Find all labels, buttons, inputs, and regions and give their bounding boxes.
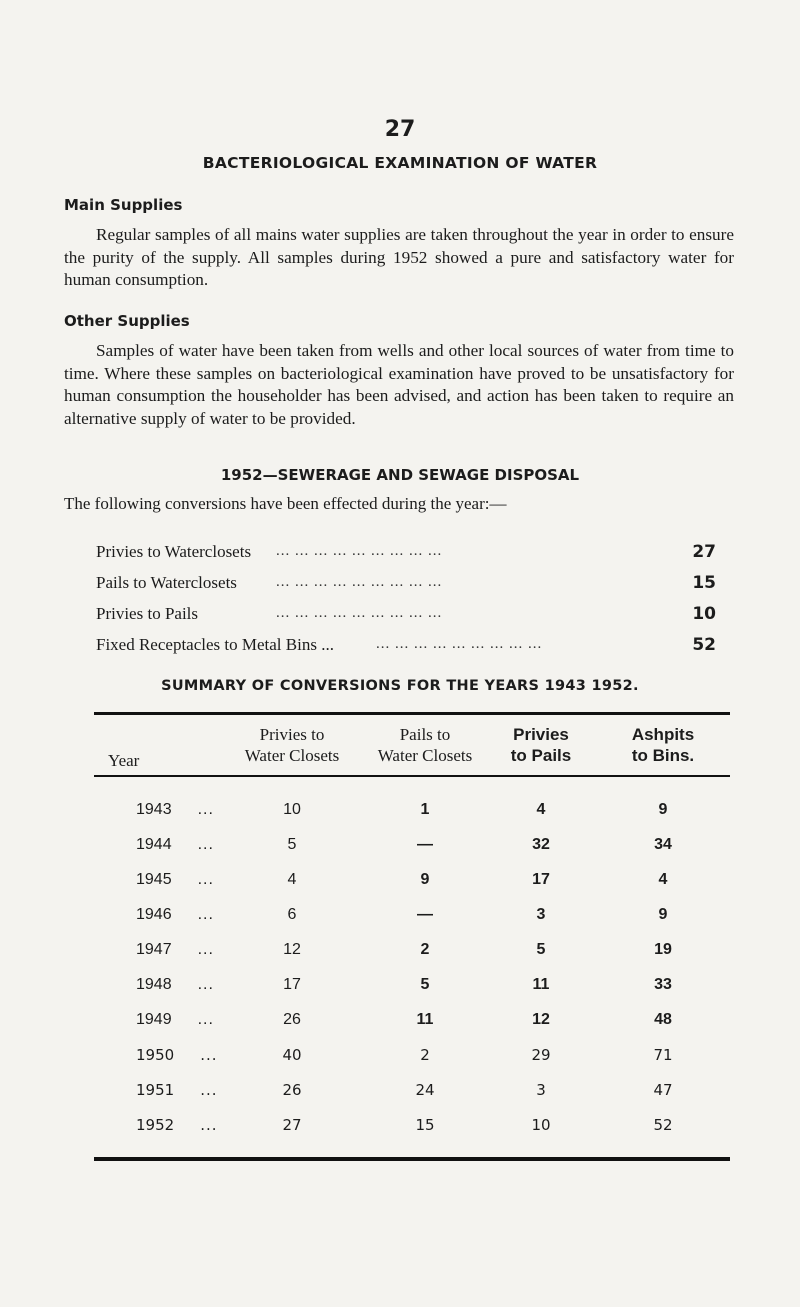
header-line: Water Closets [377, 746, 473, 765]
cell-pails-to-wc: — [417, 906, 433, 923]
summary-table [94, 712, 730, 1161]
header-privies-to-water-closets [220, 715, 364, 775]
leader-dots: ... ... ... ... ... ... ... ... ... [276, 605, 443, 621]
cell-year: 1947 ... [136, 941, 214, 958]
header-year-label: Year [108, 751, 140, 770]
cell-year: 1946 ... [136, 906, 214, 923]
cell-pails-to-wc: 11 [416, 1011, 434, 1028]
header-line: Privies [513, 725, 569, 744]
header-year [94, 715, 220, 775]
table-header-row [94, 715, 730, 775]
cell-privies-to-pails: 5 [536, 941, 546, 958]
cell-privies-to-wc: 6 [287, 906, 297, 923]
cell-ashpits-to-bins: 47 [653, 1081, 673, 1099]
cell-privies-to-wc: 27 [282, 1116, 302, 1134]
header-line: to Pails [510, 746, 572, 765]
cell-privies-to-pails: 17 [532, 871, 550, 888]
conversion-row [96, 567, 716, 598]
cell-privies-to-wc: 26 [282, 1081, 302, 1099]
conversion-row [96, 536, 716, 567]
table-row [94, 898, 730, 933]
table-row [94, 1038, 730, 1073]
other-supplies-heading: Other Supplies [64, 312, 190, 330]
cell-pails-to-wc: 24 [415, 1081, 435, 1099]
cell-pails-to-wc: 1 [420, 801, 430, 818]
conversion-value: 15 [692, 572, 716, 593]
cell-pails-to-wc: — [417, 836, 433, 853]
conversion-label: Privies to Pails [96, 603, 199, 623]
cell-privies-to-wc: 17 [283, 976, 301, 993]
cell-pails-to-wc: 9 [420, 871, 430, 888]
cell-year: 1944 ... [136, 836, 214, 853]
cell-year: 1948 ... [136, 976, 214, 993]
cell-ashpits-to-bins: 4 [658, 871, 668, 888]
cell-pails-to-wc: 2 [420, 1046, 430, 1064]
cell-privies-to-wc: 4 [287, 871, 297, 888]
cell-privies-to-wc: 10 [283, 801, 301, 818]
table-body [94, 777, 730, 1143]
conversion-value: 27 [692, 541, 716, 562]
cell-year: 1949 ... [136, 1011, 214, 1028]
header-pails-to-water-closets [364, 715, 486, 775]
cell-privies-to-pails: 12 [532, 1011, 550, 1028]
cell-privies-to-wc: 12 [283, 941, 301, 958]
cell-ashpits-to-bins: 33 [654, 976, 672, 993]
table-row [94, 1073, 730, 1108]
cell-ashpits-to-bins: 52 [653, 1116, 673, 1134]
cell-ashpits-to-bins: 19 [654, 941, 672, 958]
header-line: to Bins. [631, 746, 695, 765]
main-supplies-paragraph [64, 224, 734, 292]
cell-year: 1951 ... [136, 1081, 218, 1099]
leader-dots: ... ... ... ... ... ... ... ... ... [376, 636, 543, 652]
cell-ashpits-to-bins: 71 [653, 1046, 673, 1064]
cell-year: 1943 ... [136, 801, 214, 818]
cell-privies-to-wc: 26 [283, 1011, 301, 1028]
header-line: Ashpits [631, 725, 695, 744]
cell-privies-to-pails: 3 [536, 906, 546, 923]
table-row [94, 793, 730, 828]
cell-pails-to-wc: 15 [415, 1116, 435, 1134]
sewerage-title: 1952—SEWERAGE AND SEWAGE DISPOSAL [220, 466, 580, 484]
leader-dots: ... ... ... ... ... ... ... ... ... [276, 543, 443, 559]
header-line: Water Closets [244, 746, 340, 765]
cell-year: 1952 ... [136, 1116, 218, 1134]
leader-dots: ... ... ... ... ... ... ... ... ... [276, 574, 443, 590]
cell-privies-to-pails: 4 [536, 801, 546, 818]
summary-title: SUMMARY OF CONVERSIONS FOR THE YEARS 1943 1952. [161, 678, 639, 694]
table-bottom-rule [94, 1157, 730, 1161]
conversion-row [96, 629, 716, 660]
conversion-row [96, 598, 716, 629]
cell-ashpits-to-bins: 34 [654, 836, 672, 853]
table-row [94, 933, 730, 968]
cell-ashpits-to-bins: 48 [654, 1011, 672, 1028]
cell-privies-to-pails: 29 [531, 1046, 551, 1064]
conversion-label: Privies to Waterclosets [96, 541, 252, 561]
table-row [94, 863, 730, 898]
other-supplies-text: Samples of water have been taken from wells and other local sources of water from time to time. Where these samples on bacteriological examination have proved to be unsatisfactory for human consumption the householder has been advised, and action has been taken to require an alternative supply of water to be provided. [64, 341, 734, 428]
main-supplies-heading: Main Supplies [64, 196, 183, 214]
cell-year: 1950 ... [136, 1046, 218, 1064]
conversion-label: Fixed Receptacles to Metal Bins ... [96, 634, 334, 654]
cell-pails-to-wc: 2 [420, 941, 430, 958]
other-supplies-paragraph [64, 340, 734, 430]
cell-ashpits-to-bins: 9 [658, 906, 668, 923]
page-number: 27 [384, 117, 416, 142]
header-line: Pails to [399, 725, 451, 744]
conversion-value: 10 [692, 603, 716, 624]
cell-pails-to-wc: 5 [420, 976, 430, 993]
conversion-value: 52 [692, 634, 716, 655]
conversions-intro: The following conversions have been effected during the year:— [64, 494, 507, 513]
cell-ashpits-to-bins: 9 [658, 801, 668, 818]
cell-privies-to-pails: 10 [531, 1116, 551, 1134]
header-line: Privies to [259, 725, 325, 744]
header-ashpits-to-bins [596, 715, 730, 775]
cell-year: 1945 ... [136, 871, 214, 888]
cell-privies-to-wc: 5 [287, 836, 297, 853]
page-title: BACTERIOLOGICAL EXAMINATION OF WATER [202, 154, 598, 172]
cell-privies-to-pails: 32 [532, 836, 550, 853]
main-supplies-text: Regular samples of all mains water supplies are taken throughout the year in order to ensure the purity of the supply. All samples during 1952 showed a pure and satisfactory water for human consumption. [64, 225, 734, 289]
cell-privies-to-pails: 3 [536, 1081, 546, 1099]
cell-privies-to-wc: 40 [282, 1046, 302, 1064]
table-row [94, 968, 730, 1003]
header-privies-to-pails [486, 715, 596, 775]
conversion-label: Pails to Waterclosets [96, 572, 237, 592]
cell-privies-to-pails: 11 [532, 976, 550, 993]
conversions-list [96, 536, 716, 660]
table-row [94, 828, 730, 863]
table-row [94, 1003, 730, 1038]
table-row [94, 1108, 730, 1143]
